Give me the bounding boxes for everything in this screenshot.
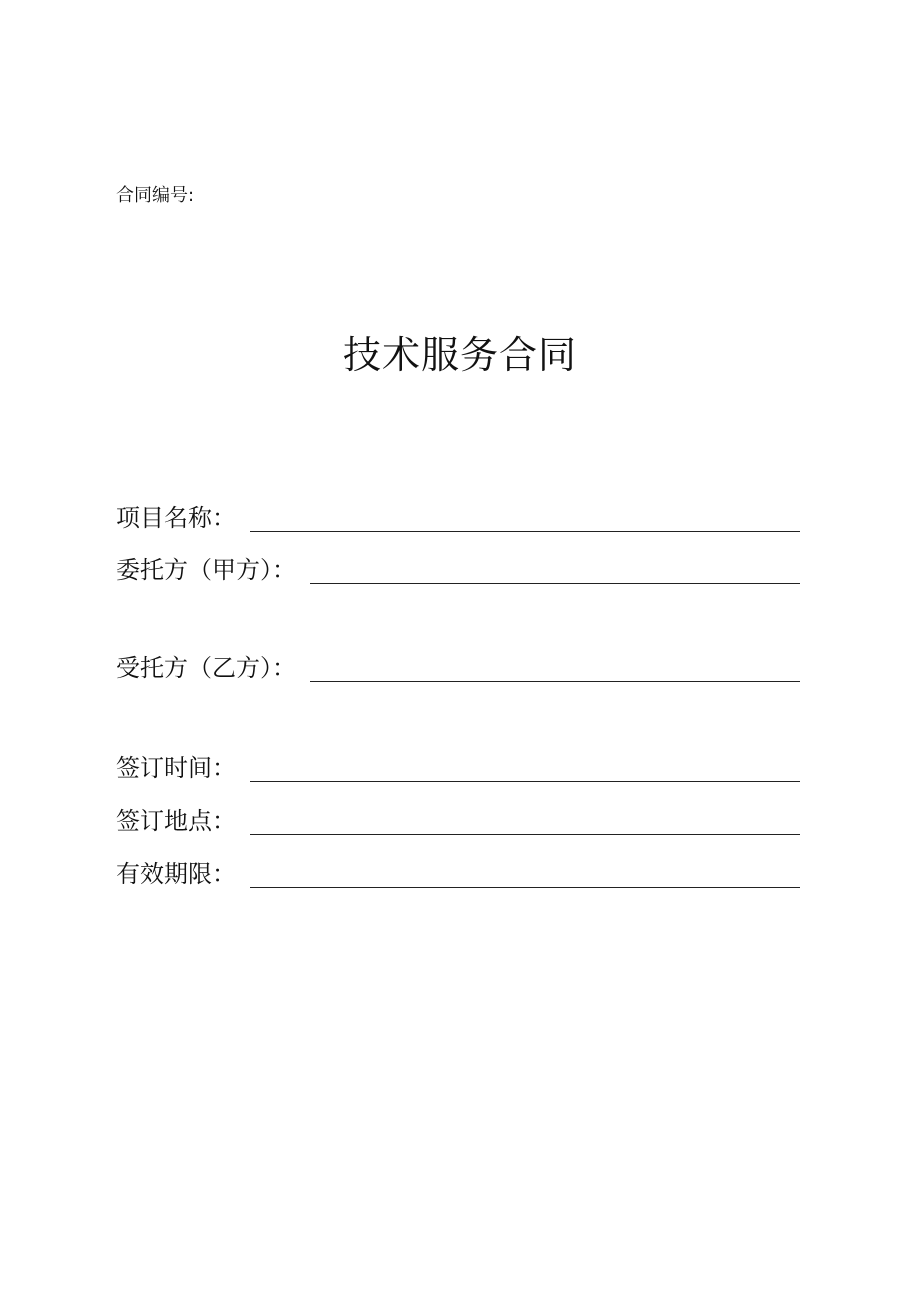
- field-row-contractor: [116, 650, 800, 684]
- blank-line-signing-date: [250, 781, 800, 782]
- field-label-validity-period: 有效期限：: [116, 860, 236, 888]
- contract-number-label: 合同编号:: [116, 185, 195, 206]
- blank-line-contractor: [310, 681, 800, 682]
- field-label-contractor: 受托方（乙方）：: [116, 654, 296, 682]
- blank-line-project-name: [250, 531, 800, 532]
- field-row-signing-date: [116, 750, 800, 784]
- field-row-signing-place: [116, 803, 800, 837]
- blank-line-validity-period: [250, 887, 800, 888]
- document-title: 技术服务合同: [342, 333, 577, 377]
- blank-line-client: [310, 583, 800, 584]
- field-label-signing-place: 签订地点：: [116, 807, 236, 835]
- field-row-validity-period: [116, 856, 800, 890]
- field-label-project-name: 项目名称：: [116, 504, 236, 532]
- field-label-client: 委托方（甲方）：: [116, 556, 296, 584]
- blank-line-signing-place: [250, 834, 800, 835]
- field-label-signing-date: 签订时间：: [116, 754, 236, 782]
- field-row-project-name: [116, 500, 800, 534]
- field-row-client: [116, 552, 800, 586]
